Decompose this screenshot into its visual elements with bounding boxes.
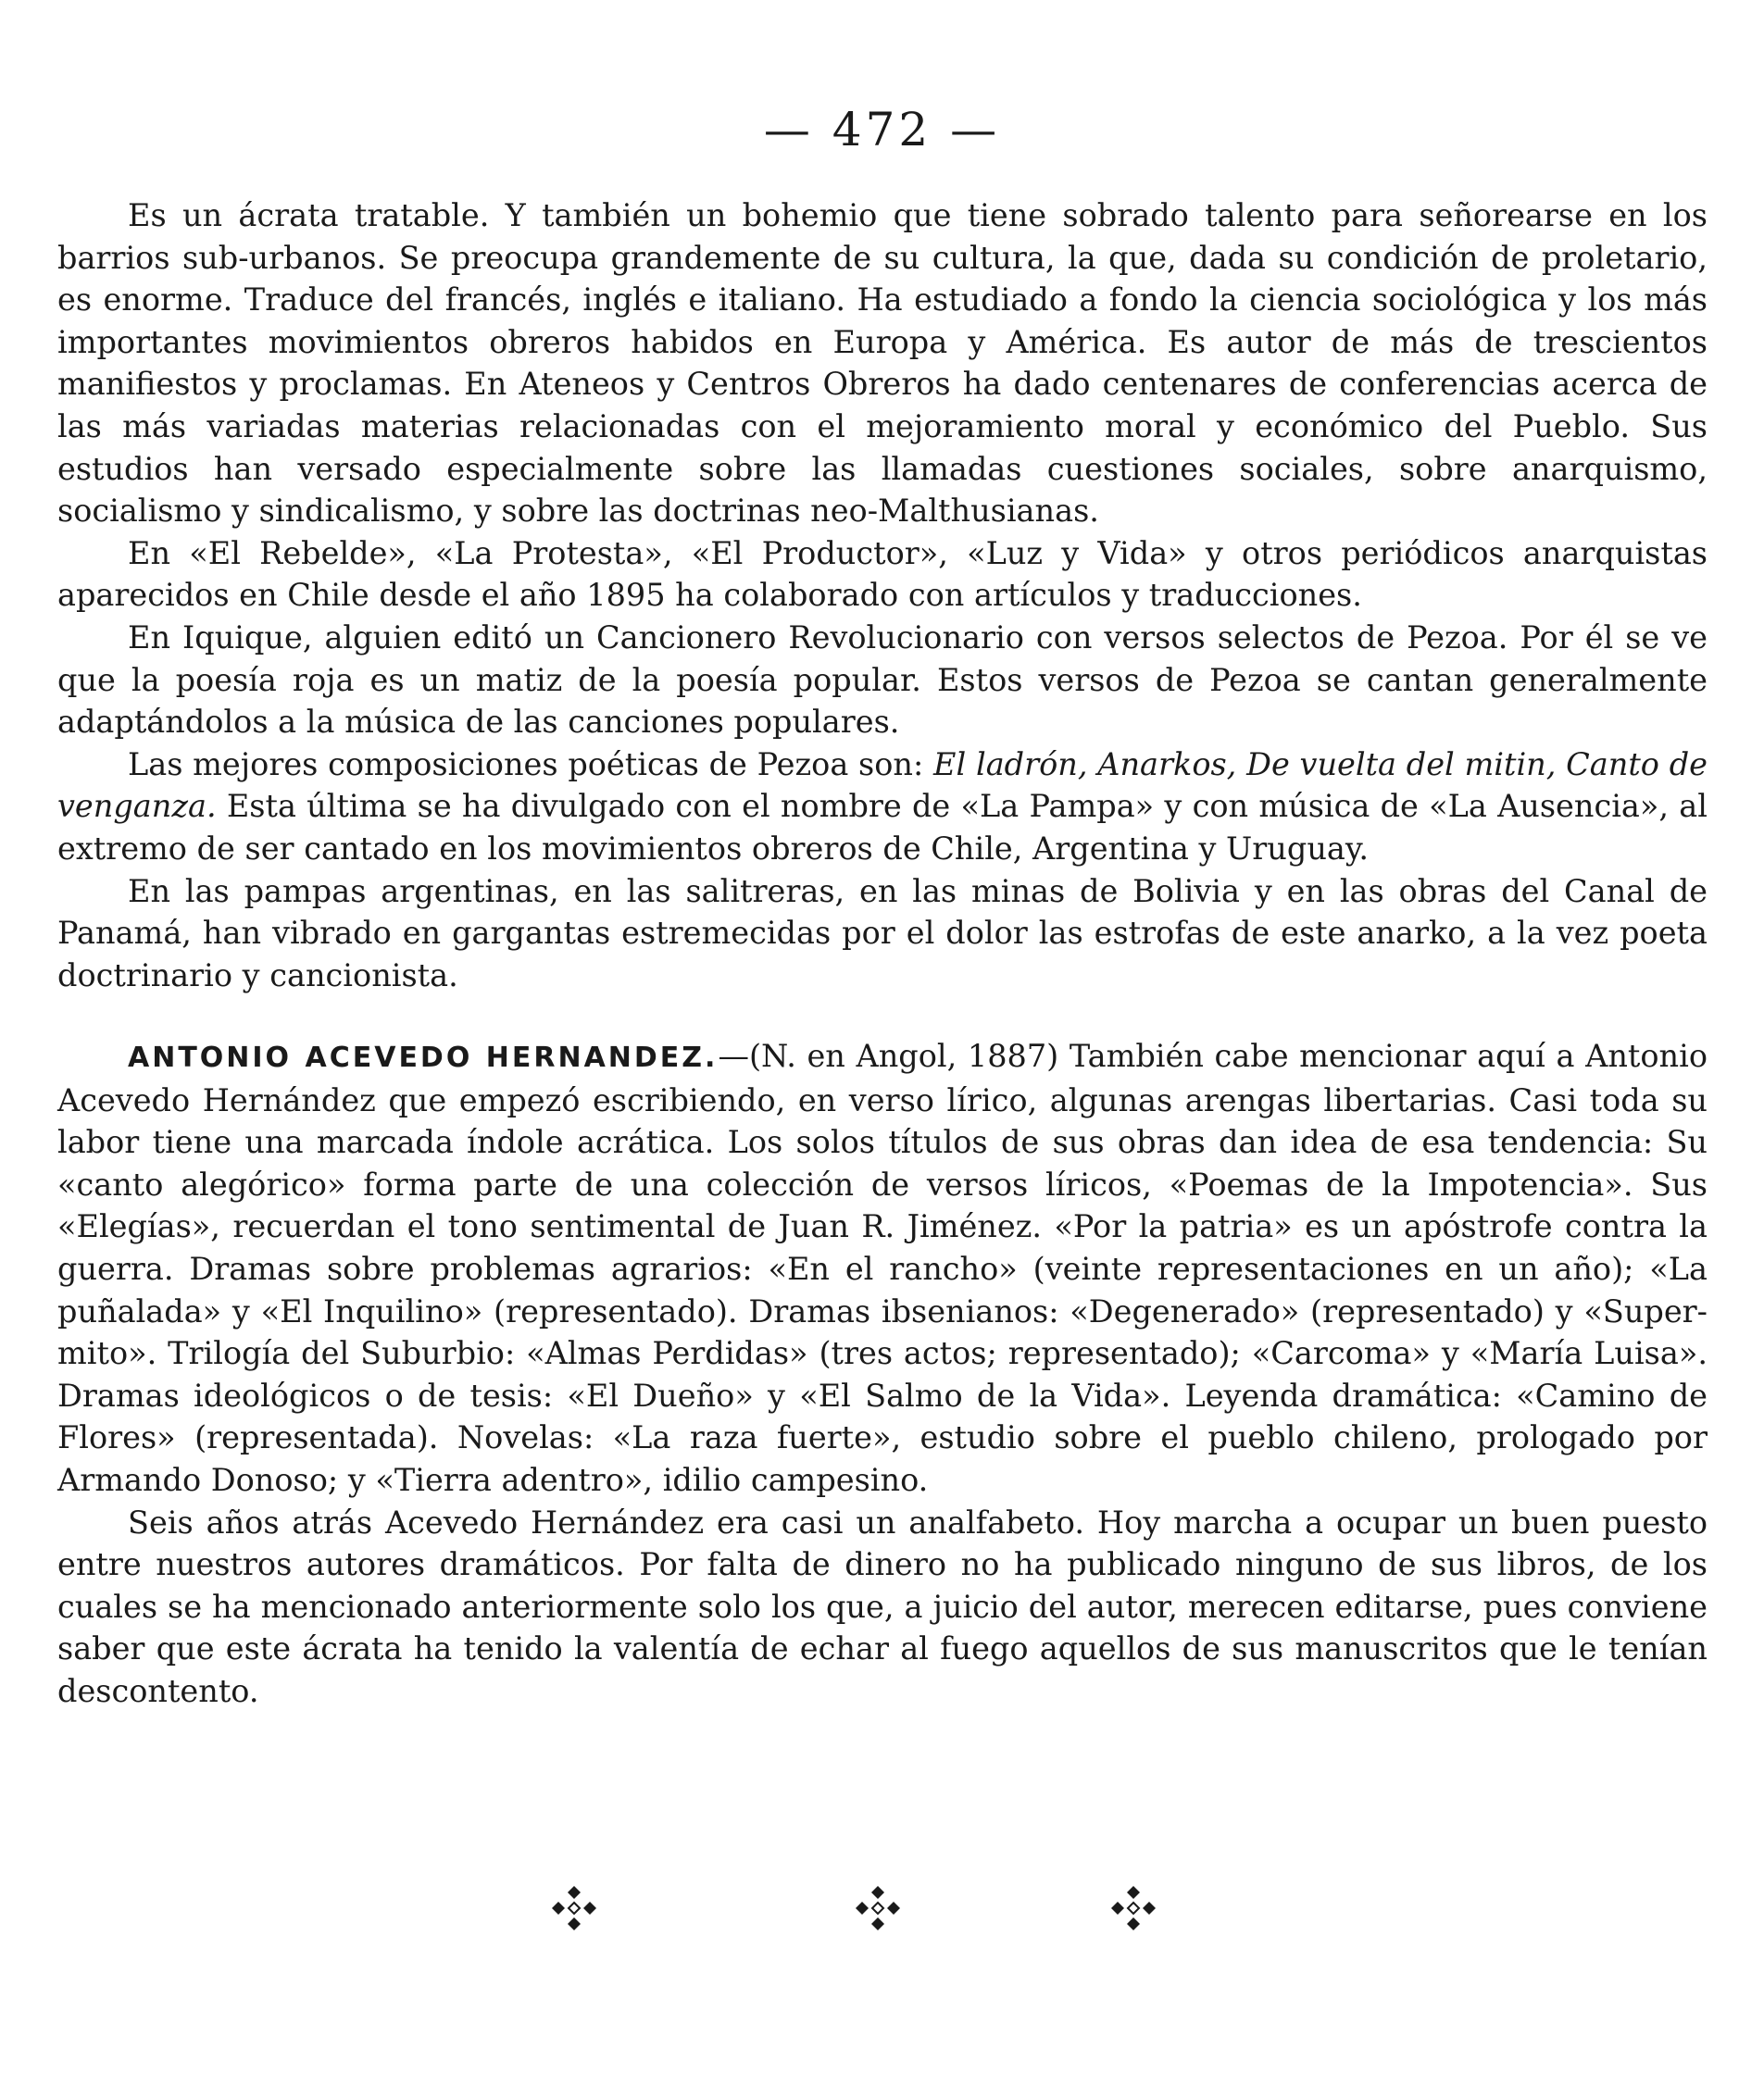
paragraph: Seis años atrás Acevedo Hernández era casi un analfabeto. Hoy marcha a ocupar un buen puesto entre nuestros autores dramáticos. Por falta de dinero no ha publicado ninguno de sus libros, de los cuales se ha mencionado anteriormente solo los que, a juicio del autor, merecen editarse, pues conviene saber que este ácrata ha tenido la valentía de echar al fuego aquellos de sus manuscritos que le tenían descontento. — [57, 1504, 1708, 1709]
paragraph — [57, 743, 1708, 870]
section-acevedo — [57, 1035, 1708, 1713]
diamond-cluster-icon — [1109, 1884, 1157, 1932]
paragraph — [57, 1035, 1708, 1502]
diamond-cluster-icon — [550, 1884, 598, 1932]
paragraph: En las pampas argentinas, en las salitreras, en las minas de Bolivia y en las obras del Canal de Panamá, han vibrado en gargantas estremecidas por el dolor las estrofas de este anarko, a la vez poeta doctrinario y cancionista. — [57, 872, 1708, 993]
ornament-row — [0, 1884, 1764, 1940]
paragraph-text: Esta última se ha divulgado con el nombre de «La Pampa» y con música de «La Ausencia», al extremo de ser cantado en los movimientos obreros de Chile, Argentina y Uruguay. — [57, 788, 1708, 867]
page-number: — 472 — — [763, 103, 1001, 156]
section-pezoa — [57, 194, 1708, 996]
paragraph: En «El Rebelde», «La Protesta», «El Productor», «Luz y Vida» y otros periódicos anarquistas aparecidos en Chile desde el año 1895 ha colaborado con artículos y traducciones. — [57, 534, 1708, 614]
paragraph: En Iquique, alguien editó un Cancionero Revolucionario con versos selectos de Pezoa. Por él se ve que la poesía roja es un matiz de la poesía popular. Estos versos de Pezoa se cantan generalmente adaptándolos a la música de las canciones populares. — [57, 618, 1708, 741]
paragraph-text: Las mejores composiciones poéticas de Pezoa son: — [128, 745, 934, 782]
paragraph: Es un ácrata tratable. Y también un bohemio que tiene sobrado talento para señorearse en los barrios sub-urbanos. Se preocupa grandemente de su cultura, la que, dada su condición de proletario, es enorme. Traduce del francés, inglés e italiano. Ha estudiado a fondo la ciencia sociológica y los más importantes movimientos obreros habidos en Europa y América. Es autor de más de trescientos manifiestos y proclamas. En Ateneos y Centros Obreros ha dado centenares de conferencias acerca de las más variadas materias relacionadas con el mejoramiento moral y económico del Pueblo. Sus estudios han versado especialmente sobre las llamadas cuestiones sociales, sobre anarquismo, socialismo y sindicalismo, y sobre las doctrinas neo-Malthusianas. — [57, 197, 1708, 530]
entry-heading: ANTONIO ACEVEDO HERNANDEZ. — [128, 1042, 719, 1074]
diamond-cluster-icon — [854, 1884, 902, 1932]
paragraph-text: —(N. en Angol, 1887) También cabe mencionar aquí a Antonio Acevedo Hernández que empezó escribiendo, en verso lírico, algunas arengas libertarias. Casi toda su labor tiene una marcada índole acrática. Los solos títulos de sus obras dan idea de esa tendencia: Su «canto alegórico» forma parte de una colección de versos líricos, «Poemas de la Impotencia». Sus «Elegías», recuerdan el tono sentimental de Juan R. Jiménez. «Por la patria» es un apóstrofe contra la guerra. Dramas sobre problemas agrarios: «En el rancho» (veinte representaciones en un año); «La puñalada» y «El Inquilino» (representado). Dramas ibsenianos: «Degenerado» (representado) y «Super-mito». Trilogía del Suburbio: «Almas Perdidas» (tres actos; representado); «Carcoma» y «María Luisa». Dramas ideológicos o de tesis: «El Dueño» y «El Salmo de la Vida». Leyenda dramática: «Camino de Flores» (representada). Novelas: «La raza fuerte», estudio sobre el pueblo chileno, prologado por Armando Donoso; y «Tierra adentro», idilio campesino. — [57, 1038, 1708, 1498]
italic-titles: El ladrón, Anarkos, De vuelta del mitin, Canto de venganza. — [57, 745, 1708, 825]
